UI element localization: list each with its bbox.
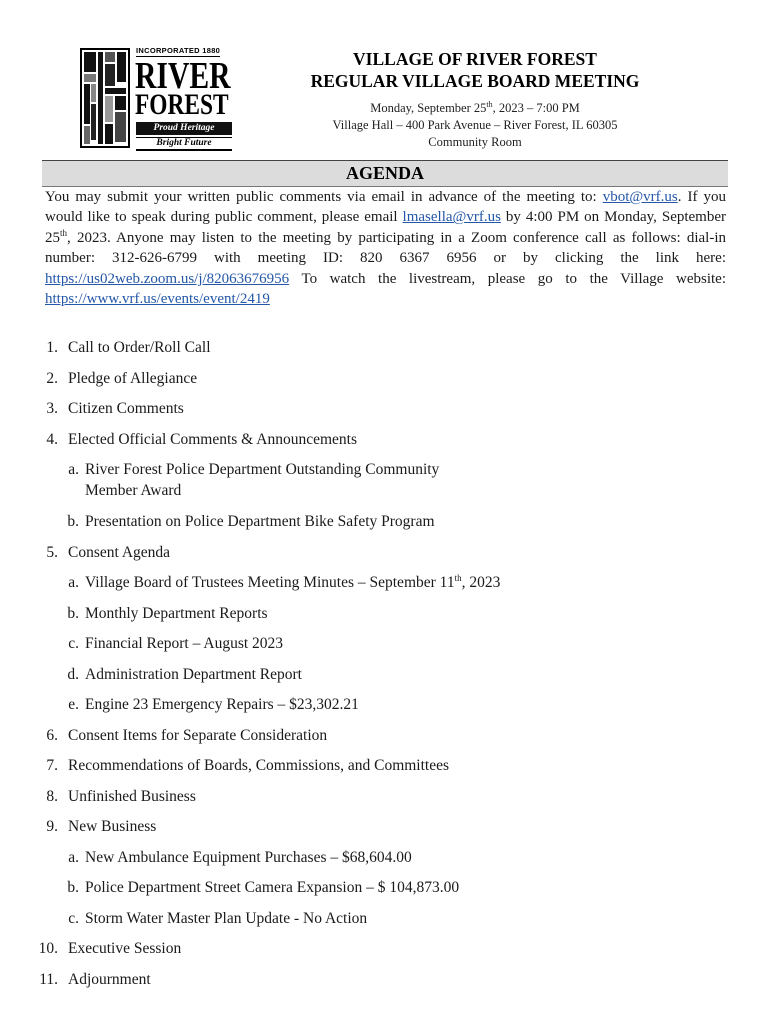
- logo-forest-text: FOREST: [135, 88, 229, 121]
- meeting-date: Monday, September 25th, 2023 – 7:00 PM: [370, 100, 580, 116]
- meeting-title: REGULAR VILLAGE BOARD MEETING: [310, 71, 640, 91]
- agenda-heading: AGENDA: [42, 160, 728, 187]
- stained-glass-grid-icon: [80, 48, 130, 148]
- meeting-room: Community Room: [428, 135, 522, 150]
- logo-tagline-1: Proud Heritage: [136, 122, 232, 135]
- river-forest-logo: [80, 46, 236, 152]
- zoom-meeting-link[interactable]: https://us02web.zoom.us/j/82063676956: [45, 270, 290, 287]
- public-comment-instructions: You may submit your written public comments via email in advance of the meeting to: vbot@vrf.us. If you would like to speak during public comment, please email lmasella@vrf.us by 4:00 PM on Monday, September 25th, 2023. Anyone may listen to the meeting by participating in a Zoom conference call as follows: dial-in number: 312-626-6799 with meeting ID: 820 6367 6956 or by clicking the link here: https://us02web.zoom.us/j/82063676956 To watch the livestream, please go to the Village website: https://www.vrf.us/events/event/2419: [45, 189, 727, 308]
- meeting-location: Village Hall – 400 Park Avenue – River Forest, IL 60305: [332, 118, 618, 133]
- logo-tagline-2: Bright Future: [136, 137, 232, 151]
- logo-river-text: RIVER: [135, 55, 231, 97]
- meeting-header: [280, 48, 670, 151]
- agenda-document: INCORPORATED 1880 RIVER FOREST Proud Heritage Bright Future VILLAGE OF RIVER FOREST REGULAR VILLAGE BOARD MEETING Monday, September 25th, 2023 – 7:00 PM Village Hall – 400 Park Avenue – River Forest, IL 60305 Community Room AGENDA You may submit your written public comments via email in advance of the meeting to: vbot@vrf.us. If you would like to speak during public comment, please email lmasella@vrf.us by 4:00 PM on Monday, September 25th, 2023. Anyone may listen to the meeting by participating in a Zoom conference call as follows: dial-in number: 312-626-6799 with meeting ID: 820 6367 6956 or by clicking the link here: https://us02web.zoom.us/j/82063676956 To watch the livestream, please go to the Village website: https://www.vrf.us/events/event/2419 1. Call to Order/Roll Call 2. Pledge of Allegiance 3. Citizen Comments 4. Elected Official Comments & Announcements a. River Forest Police Department Outstanding Community Member Award b. Presentation on Police Department Bike Safety Program 5. Consent Agenda a. Village Board of Trustees Meeting Minutes – September 11th, 2023 b. Monthly Department Reports c. Financial Report – August 2023 d. Administration Department Report e. Engine 23 Emergency Repairs – $23,302.21 6. Consent Items for Separate Consideration 7. Recommendations of Boards, Commissions, and Committees 8. Unfinished Business 9. New Business a. New Ambulance Equipment Purchases – $68,604.00 b. Police Department Street Camera Expansion – $ 104,873.00 c. Storm Water Master Plan Update - No Action 10. Executive Session 11. Adjournment: [38, 46, 727, 988]
- livestream-link[interactable]: https://www.vrf.us/events/event/2419: [45, 291, 270, 308]
- logo-incorporated: INCORPORATED 1880: [136, 46, 221, 55]
- lmasella-email-link[interactable]: lmasella@vrf.us: [402, 209, 501, 226]
- village-title: VILLAGE OF RIVER FOREST: [353, 49, 597, 69]
- vbot-email-link[interactable]: vbot@vrf.us: [602, 189, 678, 205]
